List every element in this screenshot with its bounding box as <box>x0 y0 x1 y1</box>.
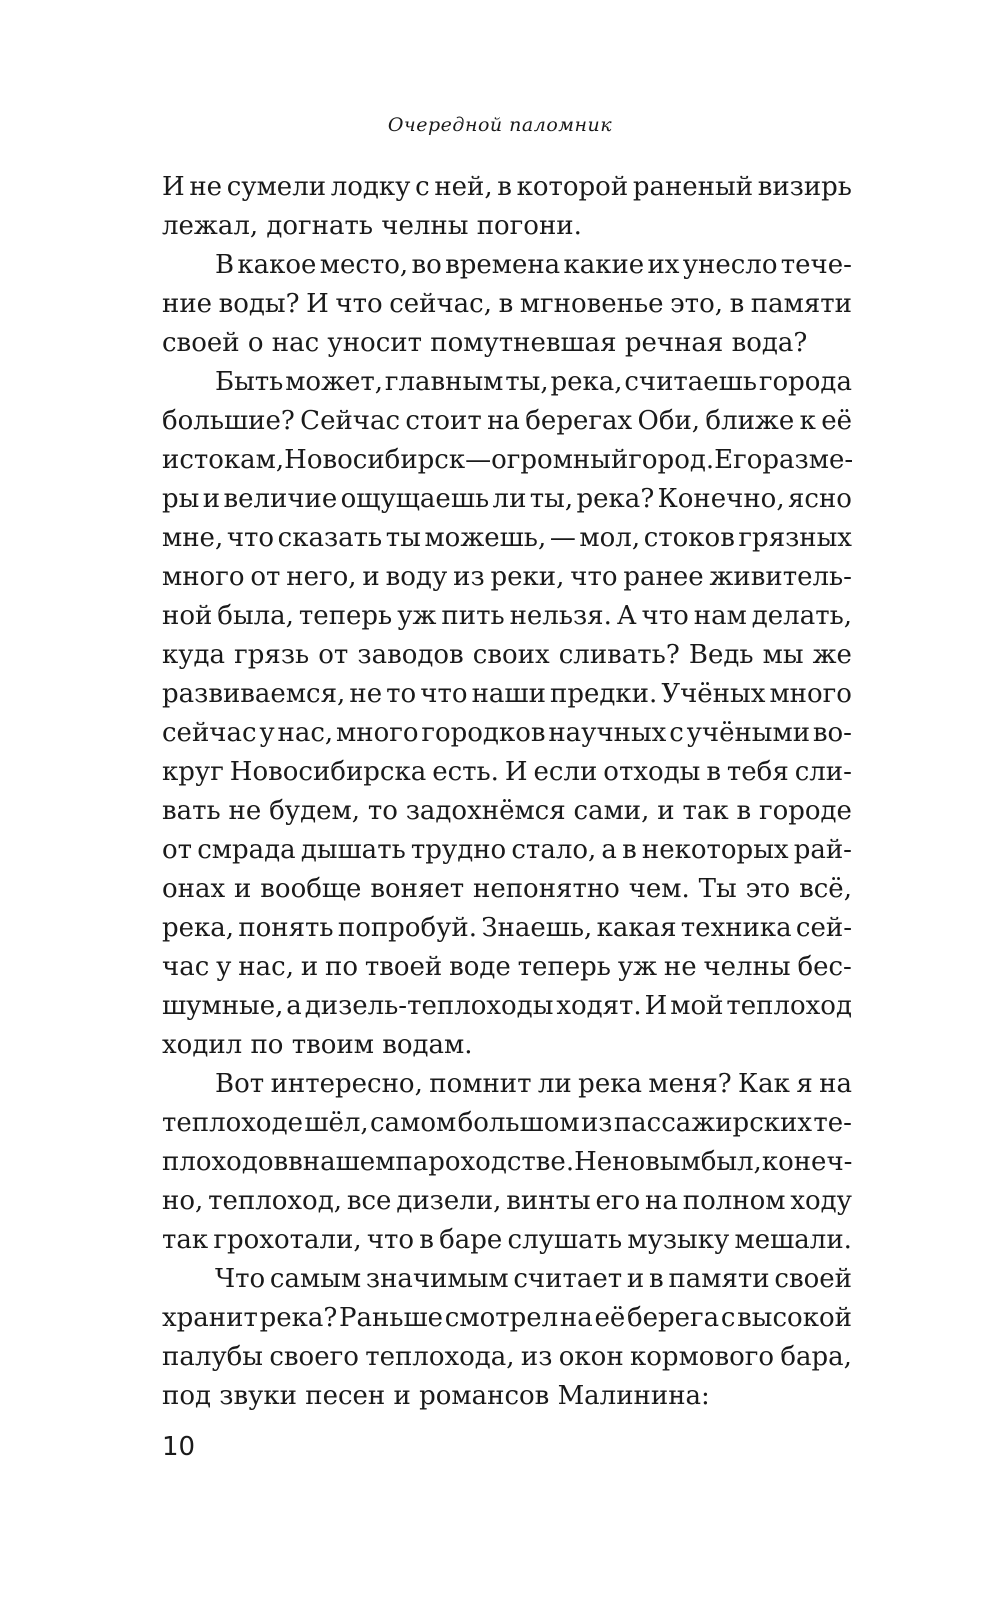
text-line: теплоходе шёл, самом большом из пассажирских те- <box>162 1108 852 1138</box>
text-line: под звуки песен и романсов Малинина: <box>162 1381 710 1411</box>
text-line: большие? Сейчас стоит на берегах Оби, ближе к её <box>162 406 852 436</box>
text-line: от смрада дышать трудно стало, а в некоторых рай- <box>162 835 852 865</box>
text-line: река, понять попробуй. Знаешь, какая техника сей- <box>162 913 852 943</box>
text-line: час у нас, и по твоей воде теперь уж не челны бес- <box>162 952 852 982</box>
text-line: Что самым значимым считает и в памяти своей <box>215 1264 852 1294</box>
running-head: Очередной паломник <box>387 114 613 136</box>
text-line: шумные, а дизель-теплоходы ходят. И мой теплоход <box>162 991 852 1021</box>
text-line: ной была, теперь уж пить нельзя. А что нам делать, <box>162 601 852 631</box>
text-line: сейчас у нас, много городков научных с учёными во- <box>162 718 852 748</box>
text-line: куда грязь от заводов своих сливать? Ведь мы же <box>162 640 852 670</box>
text-line: так грохотали, что в баре слушать музыку мешали. <box>162 1225 852 1255</box>
text-line: В какое место, во времена какие их унесло тече- <box>215 250 852 280</box>
text-line: истокам, Новосибирск — огромный город. Его разме- <box>162 445 854 475</box>
text-line: развиваемся, не то что наши предки. Учёных много <box>162 679 852 709</box>
text-line: Вот интересно, помнит ли река меня? Как я на <box>215 1069 852 1099</box>
text-line: круг Новосибирска есть. И если отходы в тебя сли- <box>162 757 852 787</box>
text-line: своей о нас уносит помутневшая речная вода? <box>162 328 808 358</box>
text-line: плоходов в нашем пароходстве. Не новым был, конеч- <box>162 1147 853 1177</box>
text-line: много от него, и воду из реки, что ранее живитель- <box>162 562 852 592</box>
text-line: палубы своего теплохода, из окон кормового бара, <box>162 1342 852 1372</box>
body-text <box>162 168 852 1416</box>
text-line: мне, что сказать ты можешь, — мол, стоков грязных <box>162 523 852 553</box>
text-line: ходил по твоим водам. <box>162 1030 473 1060</box>
text-line: И не сумели лодку с ней, в которой раненый визирь <box>162 172 852 202</box>
text-line: лежал, догнать челны погони. <box>162 211 582 241</box>
text-line: хранит река? Раньше смотрел на её берега с высокой <box>162 1303 852 1333</box>
text-line: вать не будем, то задохнёмся сами, и так в городе <box>162 796 852 826</box>
text-line: но, теплоход, все дизели, винты его на полном ходу <box>162 1186 852 1216</box>
text-line: ры и величие ощущаешь ли ты, река? Конечно, ясно <box>162 484 852 514</box>
text-line: онах и вообще воняет непонятно чем. Ты это всё, <box>162 874 852 904</box>
text-line: ние воды? И что сейчас, в мгновенье это, в памяти <box>162 289 852 319</box>
text-line: Быть может, главным ты, река, считаешь города <box>215 367 852 397</box>
page-number: 10 <box>162 1432 196 1462</box>
